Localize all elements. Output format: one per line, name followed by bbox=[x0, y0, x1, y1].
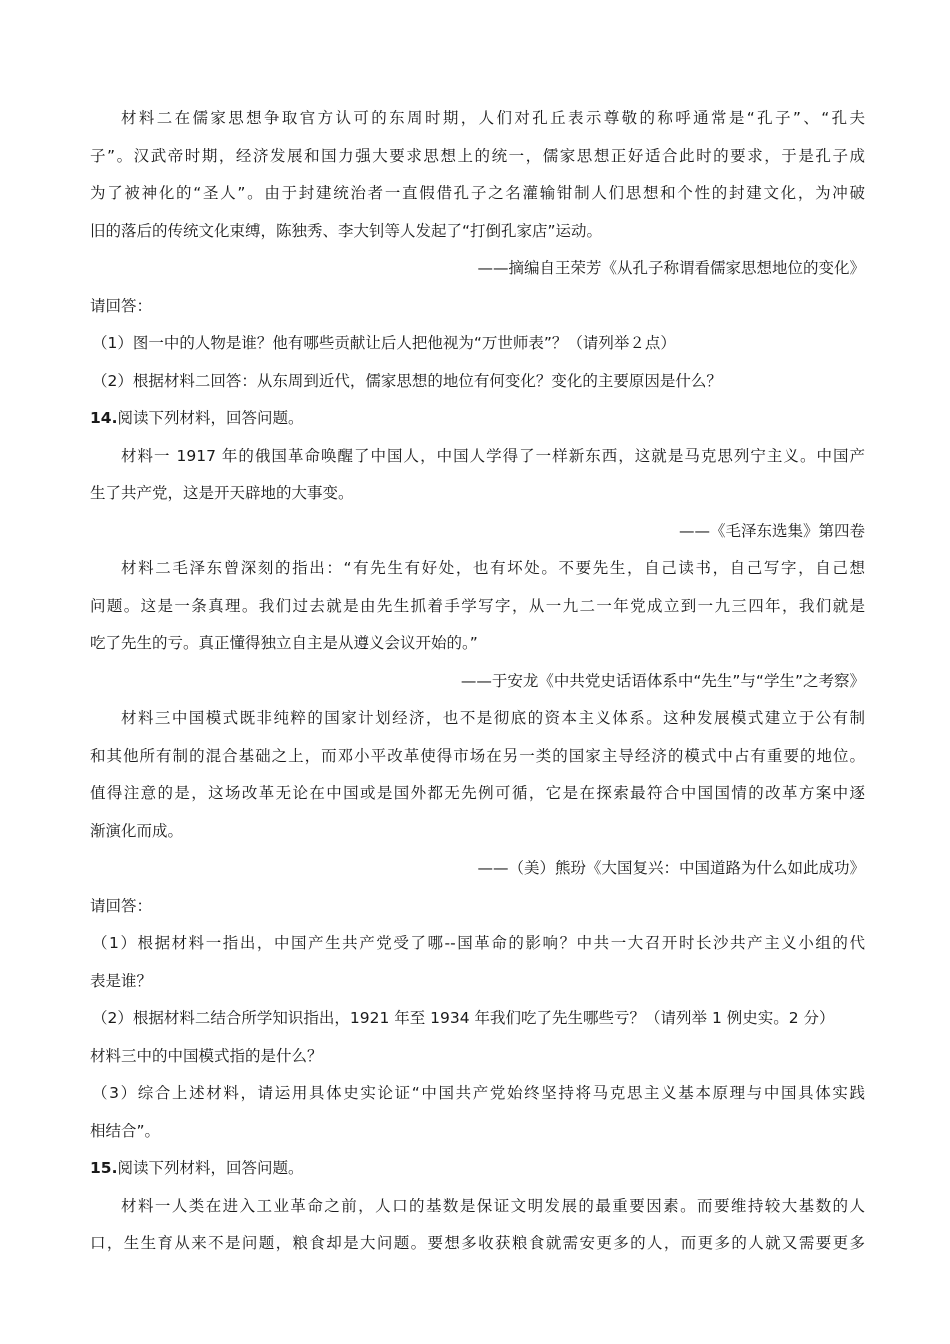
q13-ask-label: 请回答： bbox=[90, 296, 153, 315]
q14-material2-line: 吃了先生的亏。真正懂得独立自主是从遵义会议开始的。” bbox=[90, 634, 478, 652]
q14-material3-line: 值得注意的是，这场改革无论在中国或是国外都无先例可循，它是在探索最符合中国国情的改革方案中逐 bbox=[90, 784, 865, 802]
q14-material3-line: 渐演化而成。 bbox=[90, 821, 184, 840]
q14-question-line: 表是谁？ bbox=[90, 971, 153, 990]
q14-title: 阅读下列材料，回答问题。 bbox=[117, 409, 304, 427]
q14-question-line: （2）根据材料二结合所学知识指出，1921 年至 1934 年我们吃了先生哪些亏？（请列举 1 例史实。2 分） bbox=[92, 1009, 835, 1027]
q14-question-line: 相结合”。 bbox=[90, 1121, 161, 1140]
q14-heading bbox=[90, 400, 865, 438]
q14-ask-label: 请回答： bbox=[90, 896, 153, 915]
q14-material1-line: 生了共产党，这是开天辟地的大事变。 bbox=[90, 484, 354, 502]
exam-page bbox=[90, 100, 865, 1263]
q13-material2-line: 材料二在儒家思想争取官方认可的东周时期，人们对孔丘表示尊敬的称呼通常是“孔子”、“孔夫 bbox=[121, 109, 865, 127]
q13-material2-line: 子”。汉武帝时期，经济发展和国力强大要求思想上的统一，儒家思想正好适合此时的要求，于是孔子成 bbox=[90, 146, 865, 165]
q14-material2-line: 材料二毛泽东曾深刻的指出：“有先生有好处，也有坏处。不要先生，自己读书，自己写字，自己想 bbox=[121, 559, 865, 577]
q13-question-1: （1）图一中的人物是谁？他有哪些贡献让后人把他视为“万世师表”？（请列举２点） bbox=[92, 334, 676, 352]
q13-material2-line: 旧的落后的传统文化束缚，陈独秀、李大钊等人发起了“打倒孔家店”运动。 bbox=[90, 221, 603, 240]
q14-material2-source: ——于安龙《中共党史话语体系中“先生”与“学生”之考察》 bbox=[460, 671, 865, 690]
q13-material2-source: ——摘编自王荣芳《从孔子称谓看儒家思想地位的变化》 bbox=[477, 259, 865, 277]
q13-material2-line: 为了被神化的“圣人”。由于封建统治者一直假借孔子之名灌输钳制人们思想和个性的封建文化，为冲破 bbox=[90, 184, 865, 202]
q15-title: 阅读下列材料，回答问题。 bbox=[117, 1159, 304, 1177]
q14-number: 14. bbox=[90, 409, 118, 427]
q14-question-line: 材料三中的中国模式指的是什么？ bbox=[90, 1046, 323, 1065]
q14-material3-line: 和其他所有制的混合基础之上，而邓小平改革使得市场在另一类的国家主导经济的模式中占有重要的地位。 bbox=[90, 746, 865, 765]
q15-material1-line: 口，生生育从来不是问题，粮食却是大问题。要想多收获粮食就需安更多的人，而更多的人就又需要更多 bbox=[90, 1234, 865, 1252]
q14-material1-line: 材料一 1917 年的俄国革命唤醒了中国人，中国人学得了一样新东西，这就是马克思列宁主义。中国产 bbox=[121, 446, 865, 465]
q14-material3-line: 材料三中国模式既非纯粹的国家计划经济，也不是彻底的资本主义体系。这种发展模式建立于公有制 bbox=[121, 709, 865, 727]
q14-question-line: （1）根据材料一指出，中国产生共产党受了哪--国革命的影响？中共一大召开时长沙共产主义小组的代 bbox=[92, 934, 865, 952]
q15-heading bbox=[90, 1150, 865, 1188]
q14-question-line: （3）综合上述材料，请运用具体史实论证“中国共产党始终坚持将马克思主义基本原理与中国具体实践 bbox=[92, 1084, 865, 1102]
q15-material1-line: 材料一人类在进入工业革命之前，人口的基数是保证文明发展的最重要因素。而要维持较大基数的人 bbox=[121, 1196, 865, 1215]
q13-question-2: （2）根据材料二回答：从东周到近代，儒家思想的地位有何变化？变化的主要原因是什么？ bbox=[92, 371, 722, 390]
q14-material2-line: 问题。这是一条真理。我们过去就是由先生抓着手学写字，从一九二一年党成立到一九三四年，我们就是 bbox=[90, 596, 865, 615]
q14-material3-source: ——（美）熊玢《大国复兴：中国道路为什么如此成功》 bbox=[477, 859, 865, 877]
q14-material1-source: ——《毛泽东选集》第四卷 bbox=[678, 521, 865, 540]
q15-number: 15. bbox=[90, 1159, 118, 1177]
